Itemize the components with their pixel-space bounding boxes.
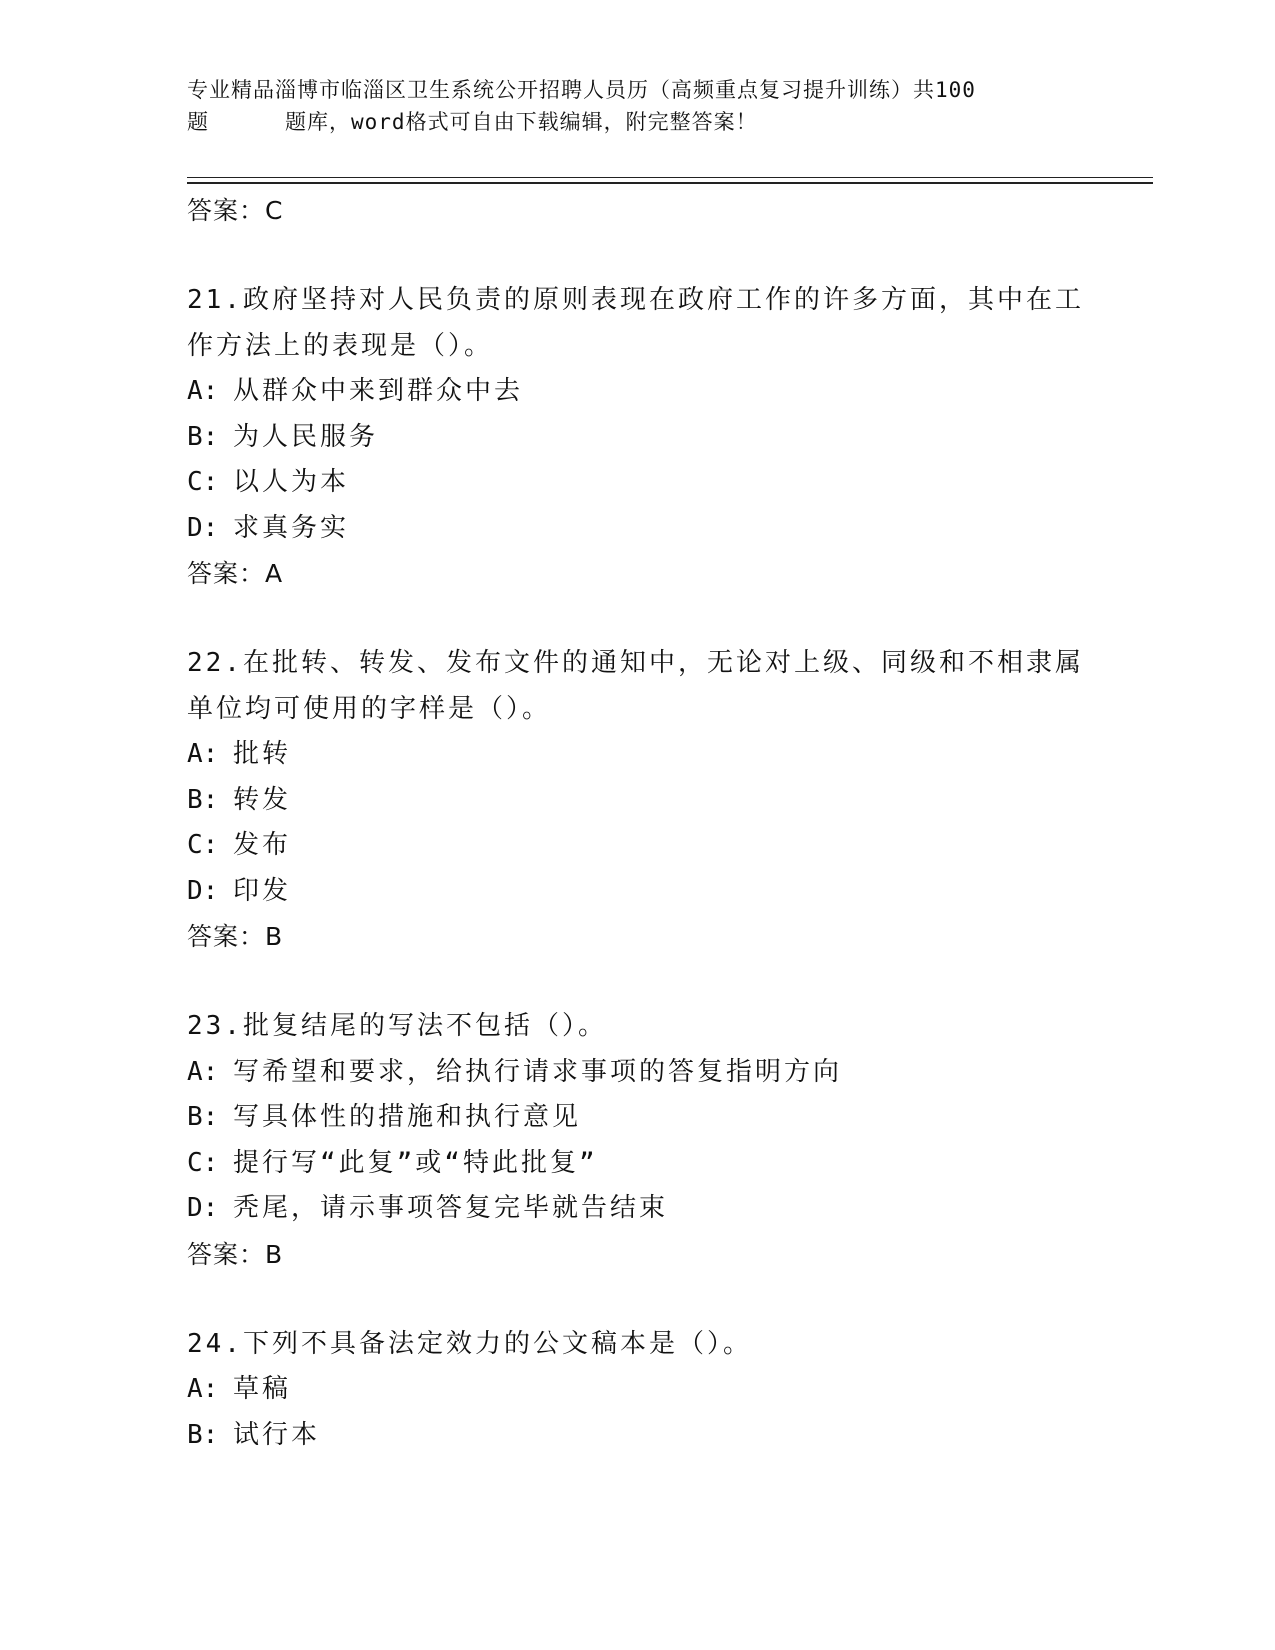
- page-header: [187, 74, 1087, 138]
- answer: 答案：B: [187, 1239, 284, 1269]
- option-letter: B:: [187, 421, 219, 452]
- option-text: 草稿: [233, 1374, 292, 1404]
- answer: 答案：A: [187, 559, 284, 588]
- header-line-2-lead: 题: [187, 110, 209, 134]
- option-letter: A:: [187, 739, 219, 769]
- spacer: [187, 234, 1107, 278]
- option-text: 为人民服务: [233, 421, 379, 452]
- option-text: 写具体性的措施和执行意见: [233, 1102, 582, 1132]
- option-letter: A:: [187, 1374, 219, 1404]
- question-text-line: 单位均可使用的字样是（）。: [187, 693, 552, 724]
- option-text: 求真务实: [233, 512, 350, 543]
- answer: 答案：B: [187, 922, 284, 951]
- option-letter: A:: [187, 1056, 219, 1087]
- option-c: [187, 823, 1107, 869]
- option-letter: C:: [187, 830, 219, 860]
- option-text: 从群众中来到群众中去: [233, 376, 524, 406]
- option-letter: C:: [187, 467, 219, 497]
- question-text-line: 23.批复结尾的写法不包括（）。: [187, 1011, 607, 1041]
- option-d: [187, 869, 1107, 915]
- spacer: [187, 597, 1107, 641]
- question-text: [187, 1322, 1107, 1368]
- question-23: [187, 1004, 1107, 1278]
- question-text-line: 22.在批转、转发、发布文件的通知中，无论对上级、同级和不相隶属: [187, 648, 1084, 678]
- header-line-1: 专业精品淄博市临淄区卫生系统公开招聘人员历（高频重点复习提升训练）共100: [187, 78, 976, 102]
- question-text: [187, 278, 1107, 369]
- option-a: [187, 1367, 1107, 1413]
- option-text: 写希望和要求，给执行请求事项的答复指明方向: [233, 1056, 843, 1087]
- spacer: [187, 1278, 1107, 1322]
- option-a: [187, 732, 1107, 778]
- option-a: [187, 369, 1107, 415]
- question-text: [187, 641, 1107, 732]
- option-d: [187, 506, 1107, 552]
- option-letter: D:: [187, 875, 219, 906]
- option-a: [187, 1050, 1107, 1096]
- question-text-line: 21.政府坚持对人民负责的原则表现在政府工作的许多方面，其中在工: [187, 285, 1084, 315]
- option-b: [187, 1413, 1107, 1459]
- option-letter: C:: [187, 1147, 219, 1178]
- previous-answer: 答案：C: [187, 196, 284, 225]
- header-rule-thin: [187, 177, 1153, 178]
- option-c: [187, 460, 1107, 506]
- header-line-2-text: 题库，word格式可自由下载编辑，附完整答案！: [285, 110, 758, 134]
- question-list: [187, 188, 1107, 1458]
- question-22: [187, 641, 1107, 960]
- option-b: [187, 1095, 1107, 1141]
- option-text: 批转: [233, 739, 292, 769]
- question-text: [187, 1004, 1107, 1050]
- question-text-line: 作方法上的表现是（）。: [187, 330, 494, 361]
- option-letter: A:: [187, 376, 219, 406]
- option-text: 印发: [233, 875, 292, 906]
- option-text: 秃尾，请示事项答复完毕就告结束: [233, 1193, 669, 1223]
- option-letter: B:: [187, 784, 219, 815]
- option-d: [187, 1186, 1107, 1232]
- option-letter: B:: [187, 1102, 219, 1132]
- option-letter: D:: [187, 1193, 219, 1223]
- header-line-2: [187, 106, 1087, 138]
- option-letter: D:: [187, 512, 219, 543]
- question-text-line: 24.下列不具备法定效力的公文稿本是（）。: [187, 1328, 752, 1359]
- option-b: [187, 415, 1107, 461]
- question-24: [187, 1322, 1107, 1459]
- option-text: 发布: [233, 830, 292, 860]
- option-b: [187, 778, 1107, 824]
- option-text: 提行写“此复”或“特此批复”: [233, 1147, 598, 1178]
- spacer: [187, 960, 1107, 1004]
- option-text: 以人为本: [233, 467, 350, 497]
- option-c: [187, 1141, 1107, 1187]
- header-rule-thick: [187, 182, 1153, 184]
- option-text: 转发: [233, 784, 292, 815]
- option-text: 试行本: [233, 1419, 321, 1450]
- option-letter: B:: [187, 1419, 219, 1450]
- question-21: [187, 278, 1107, 597]
